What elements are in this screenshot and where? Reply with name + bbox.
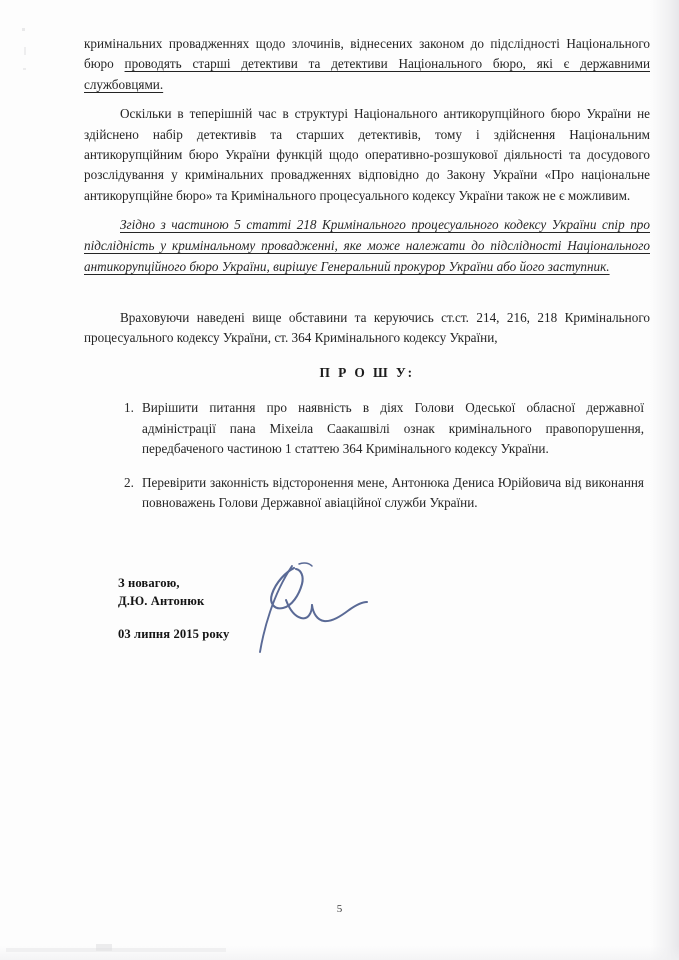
scan-edge-shadow-bottom: [0, 946, 679, 960]
signature-closing: З новагою,: [118, 576, 180, 591]
signature-block: [84, 574, 650, 642]
paragraph-continued-underlined: проводять старші детективи та детективи Національного бюро, які є державними службовцями.: [84, 56, 650, 92]
paragraph-legal-basis: Враховуючи наведені вище обставини та керуючись ст.ст. 214, 216, 218 Кримінального процесуального кодексу України, ст. 364 Кримінального кодексу України,: [84, 309, 650, 346]
request-item-number: 1.: [124, 400, 134, 416]
spacer: [84, 95, 650, 104]
spacer: [84, 526, 650, 574]
document-text-body: [84, 34, 650, 642]
request-item-text: Перевірити законність відсторонення мене, Антонюка Дениса Юрійовича від виконання повноважень Голови Державної авіаційної служби України.: [142, 474, 644, 511]
scan-edge-shadow-right: [650, 0, 679, 960]
scan-artifact-speck: [23, 68, 26, 70]
legal-provision-quote: Згідно з частиною 5 статті 218 Кримінального процесуального кодексу України спір про підслідність у кримінальному провадженні, яке може належати до підслідності Національного антикорупційного бюро України, вирішує Генеральний прокурор України або його заступник.: [84, 217, 650, 274]
spacer: [84, 278, 650, 308]
paragraph-continued-plain: кримінальних провадженнях щодо злочинів, віднесених законом до підслідності Національного бюро: [84, 36, 650, 72]
scan-artifact-speck: [24, 47, 26, 55]
paragraph-investigation-capacity: Оскільки в теперішній час в структурі Національного антикорупційного бюро України не здійснено набір детективів та старших детективів, тому і здійснення Національним антикорупційним бюро України функцій щодо оперативно-розшукової діяльності та досудового розслідування у кримінальних провадженнях відповідно до Закону України «Про національне антикорупційне бюро» та Кримінального процесуального кодексу України також не є можливим.: [84, 106, 650, 203]
request-item: [84, 398, 650, 459]
spacer: [84, 348, 650, 365]
signature-date: 03 липня 2015 року: [118, 627, 230, 642]
request-heading: П Р О Ш У:: [319, 365, 415, 381]
spacer: [84, 381, 650, 398]
scan-artifact-speck: [22, 28, 25, 31]
scan-artifact-smudge: [96, 944, 112, 951]
scan-artifact-edge: [6, 948, 226, 952]
page-number: 5: [336, 903, 343, 915]
paragraph-continued: [84, 34, 650, 95]
signature-name: Д.Ю. Антонюк: [118, 594, 205, 609]
request-item: [84, 473, 650, 514]
request-list: [84, 398, 650, 513]
spacer: [84, 206, 650, 215]
request-item-text: Вирішити питання про наявність в діях Голови Одеської обласної державної адміністрації пана Міхеіла Саакашвілі ознак кримінального правопорушення, передбаченого частиною 1 статтею 364 Кримінального кодексу України.: [142, 400, 644, 457]
request-item-number: 2.: [124, 474, 134, 490]
